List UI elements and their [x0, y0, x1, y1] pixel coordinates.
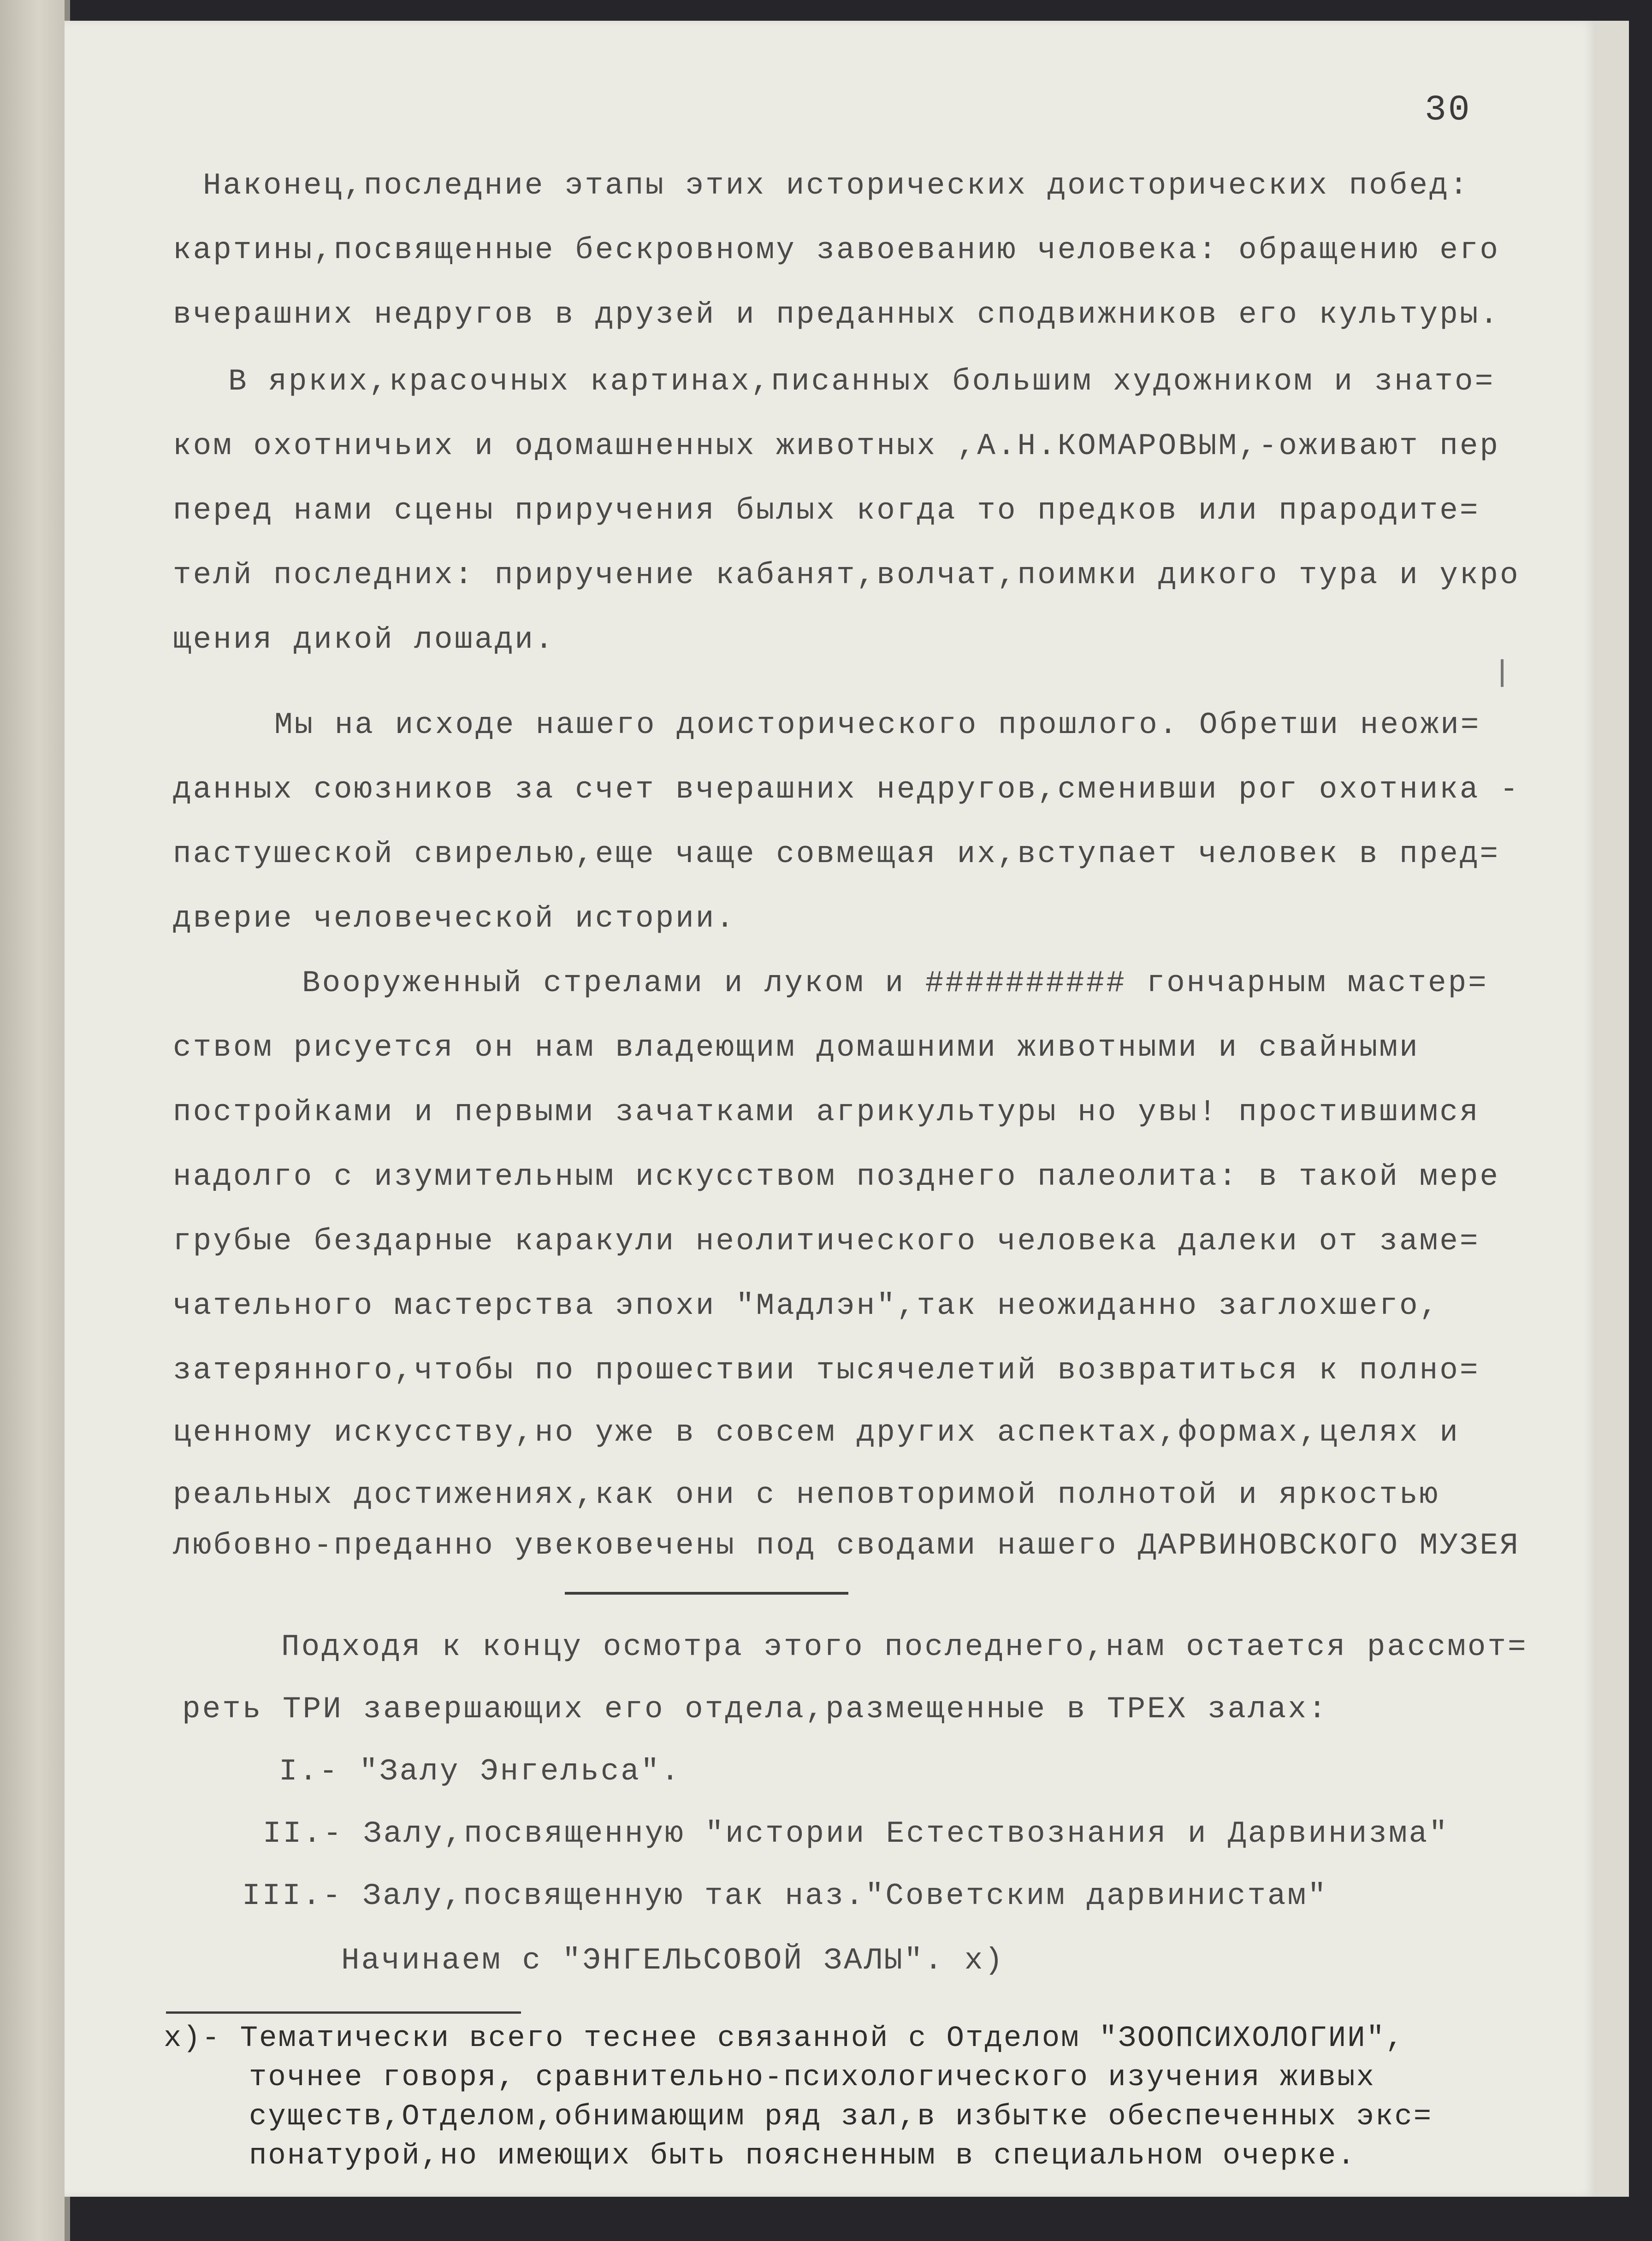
text-line: дверие человеческой истории.: [173, 901, 736, 936]
text-line: реть ТРИ завершающих его отдела,размещенные в ТРЕХ залах:: [182, 1692, 1328, 1727]
list-item: I.- "Залу Энгельса".: [279, 1754, 681, 1789]
text-line: пастушеской свирелью,еще чаще совмещая их,вступает человек в пред=: [173, 837, 1500, 871]
footnote-line: существ,Отделом,обнимающим ряд зал,в избытке обеспеченных экс=: [249, 2100, 1433, 2134]
list-item: III.- Залу,посвященную так наз."Советским дарвинистам": [242, 1879, 1328, 1913]
text-line: реальных достижениях,как они с неповторимой полнотой и яркостью: [173, 1478, 1440, 1512]
section-divider: [565, 1592, 848, 1595]
text-line: постройками и первыми зачатками агрикультуры но увы! простившимся: [173, 1095, 1480, 1129]
text-line: телй последних: приручение кабанят,волчат,поимки дикого тура и укро: [173, 558, 1520, 592]
text-line: Вооруженный стрелами и луком и ########## гончарным мастер=: [302, 966, 1488, 1000]
text-line: В ярких,красочных картинах,писанных большим художником и знато=: [228, 364, 1495, 399]
footnote-line: точнее говоря, сравнительно-психологического изучения живых: [249, 2061, 1375, 2094]
footnote-line: понатурой,но имеющих быть поясненным в специальном очерке.: [249, 2140, 1356, 2173]
text-line: ком охотничьих и одомашненных животных ,А.Н.КОМАРОВЫМ,-оживают пер: [173, 429, 1500, 463]
text-line: Мы на исходе нашего доисторического прошлого. Обретши неожи=: [274, 708, 1481, 742]
text-line: данных союзников за счет вчерашних недругов,сменивши рог охотника -: [173, 772, 1520, 807]
text-line: чательного мастерства эпохи "Мадлэн",так неожиданно заглохшего,: [173, 1289, 1440, 1323]
text-line: щения дикой лошади.: [173, 622, 555, 657]
document-page: [65, 21, 1597, 2197]
text-line: надолго с изумительным искусством позднего палеолита: в такой мере: [173, 1159, 1500, 1194]
text-line: картины,посвященные бескровному завоеванию человека: обращению его: [173, 233, 1500, 267]
previous-page-edge: [0, 0, 65, 2241]
page-number: 30: [1425, 90, 1472, 130]
text-line: любовно-преданно увековечены под сводами нашего ДАРВИНОВСКОГО МУЗЕЯ: [173, 1528, 1520, 1563]
stray-pencil-mark: [1501, 659, 1504, 687]
text-line: Подходя к концу осмотра этого последнего,нам остается рассмот=: [281, 1630, 1528, 1664]
page-edge-right: [1597, 21, 1629, 2197]
text-line: перед нами сцены приручения былых когда то предков или прародите=: [173, 493, 1480, 528]
text-line: грубые бездарные каракули неолитического человека далеки от заме=: [173, 1224, 1480, 1259]
list-item: II.- Залу,посвященную "истории Естествознания и Дарвинизма": [263, 1816, 1449, 1851]
text-line: Наконец,последние этапы этих исторических доисторических побед:: [203, 168, 1470, 203]
text-line: затерянного,чтобы по прошествии тысячелетий возвратиться к полно=: [173, 1353, 1480, 1388]
footnote-line: х)- Тематически всего теснее связанной с Отделом "ЗООПСИХОЛОГИИ",: [164, 2022, 1405, 2055]
footnote-rule: [166, 2011, 521, 2014]
closing-line: Начинаем с "ЭНГЕЛЬСОВОЙ ЗАЛЫ". х): [341, 1943, 1005, 1978]
text-line: ством рисуется он нам владеющим домашними животными и свайными: [173, 1030, 1420, 1065]
text-line: ценному искусству,но уже в совсем других аспектах,формах,целях и: [173, 1415, 1460, 1450]
text-line: вчерашних недругов в друзей и преданных сподвижников его культуры.: [173, 297, 1500, 332]
